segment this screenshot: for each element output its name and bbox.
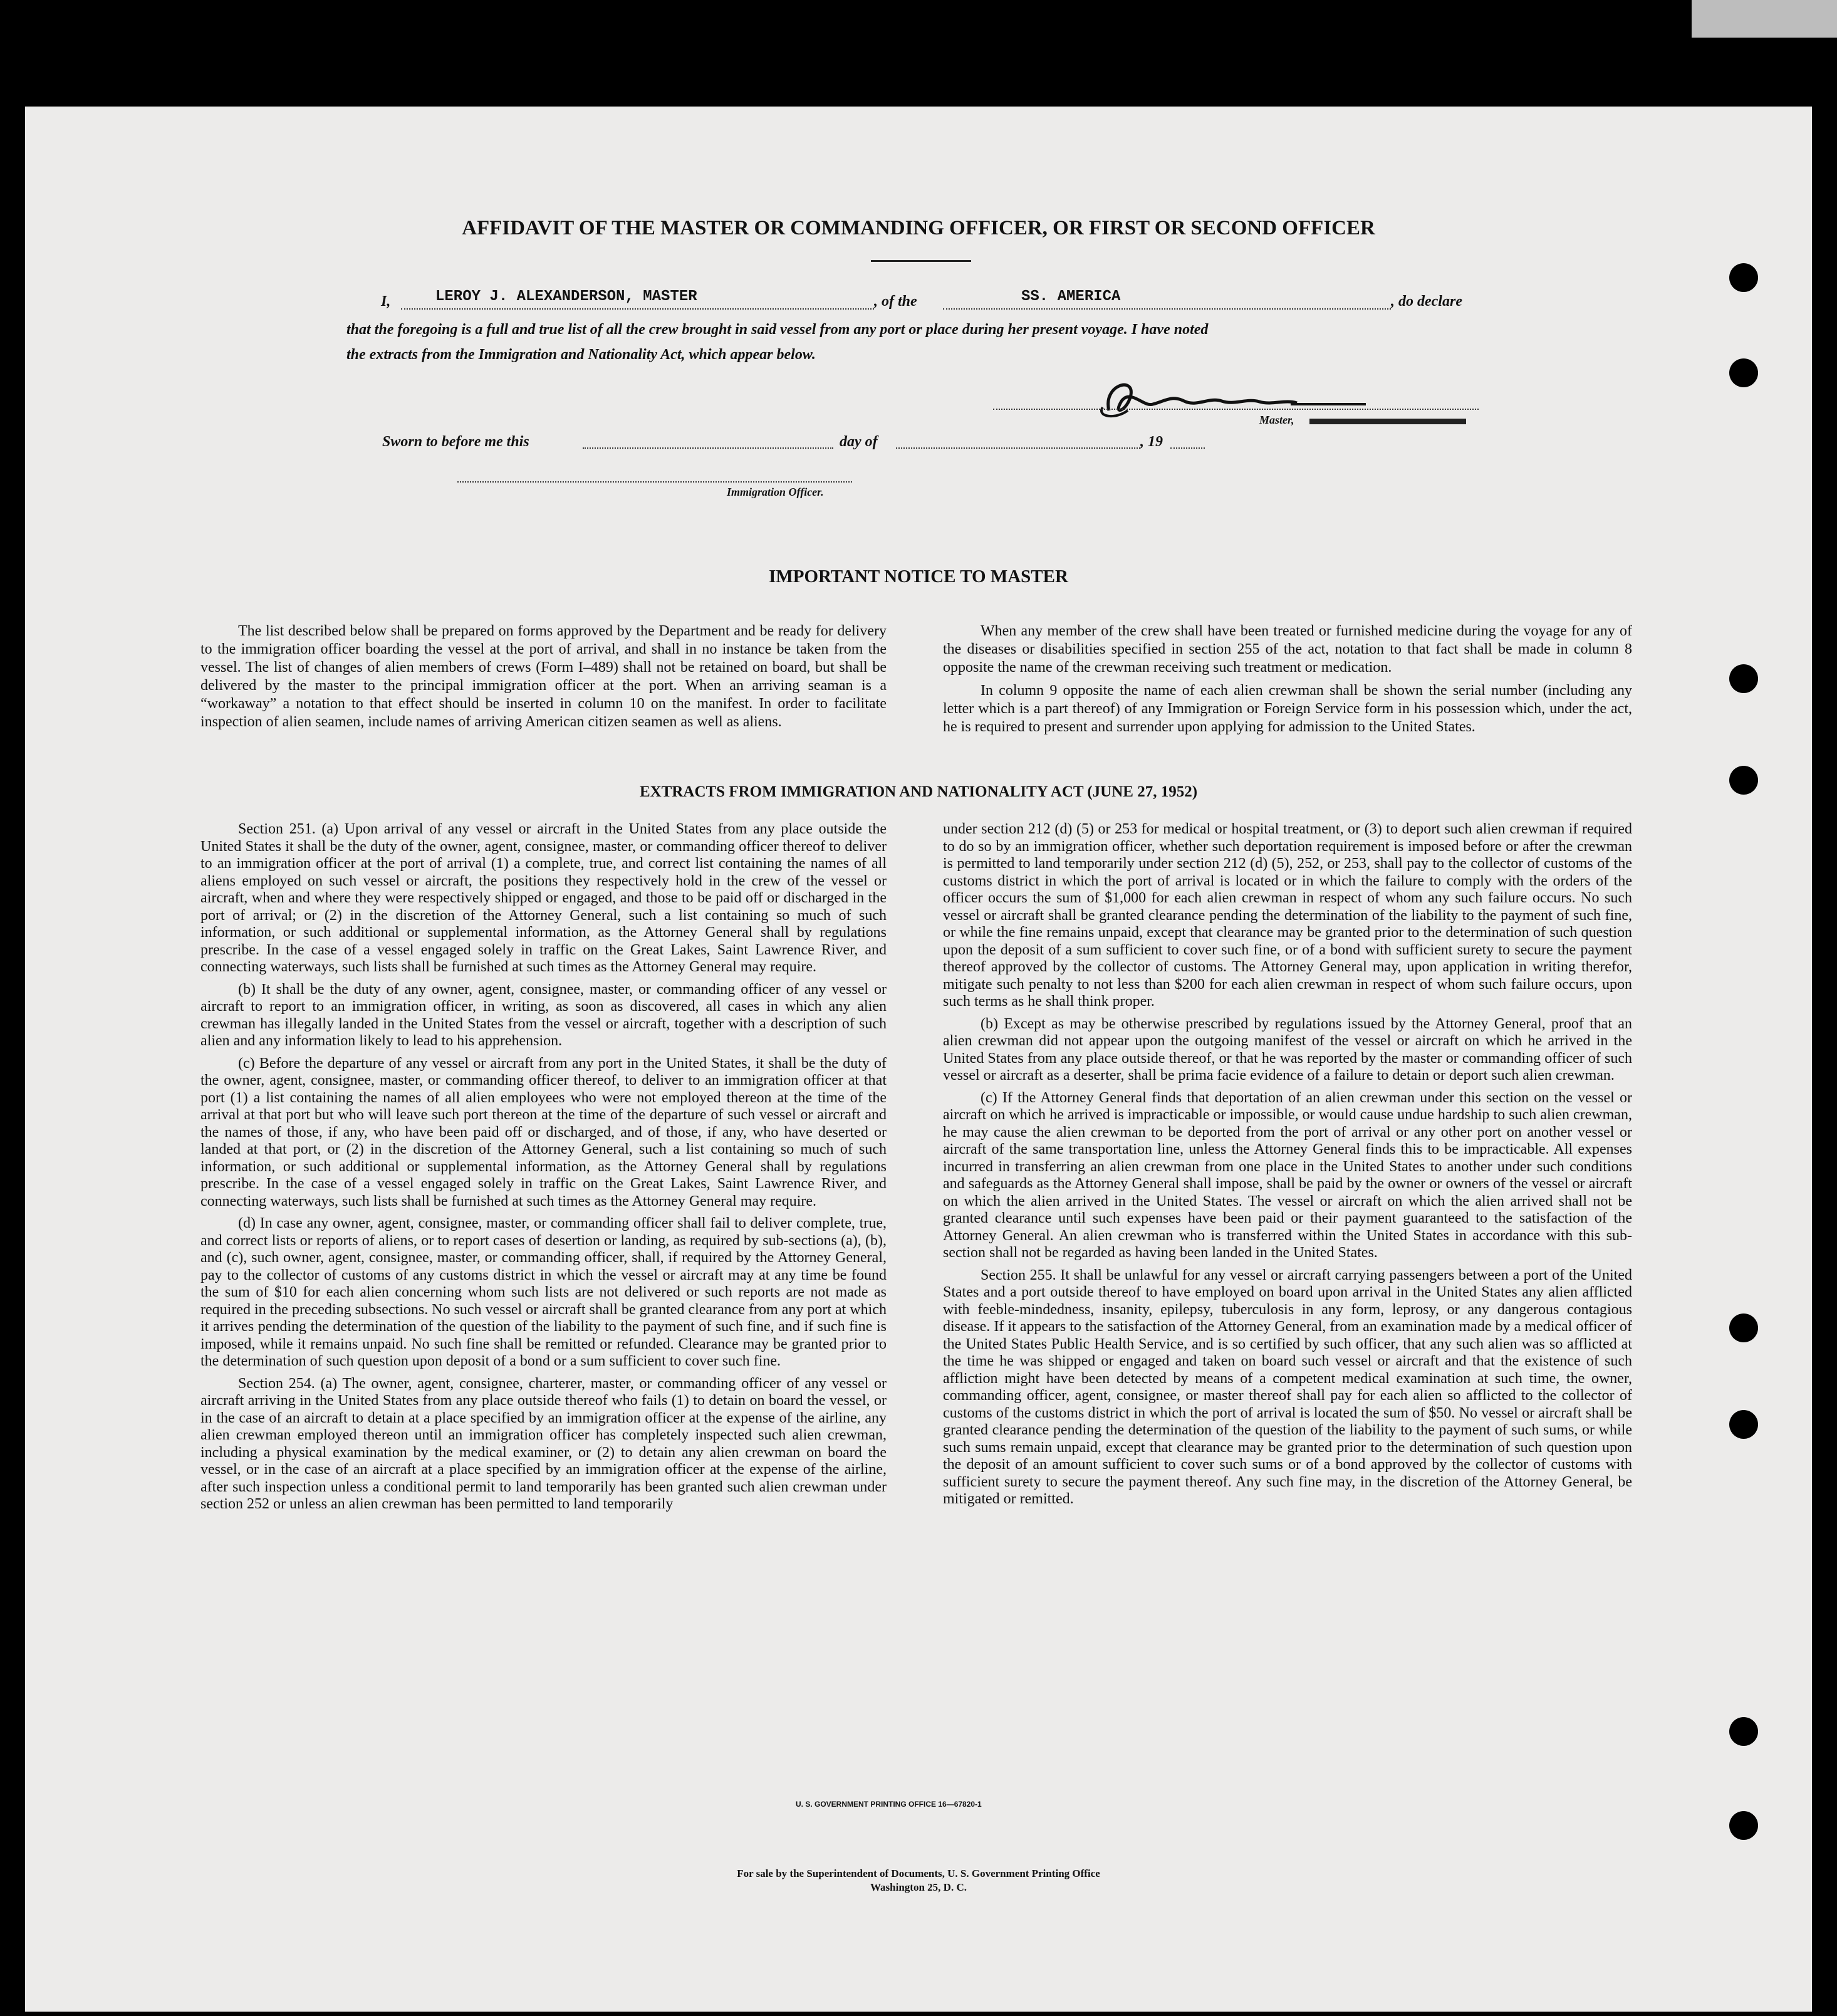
punch-hole bbox=[1729, 1314, 1758, 1342]
punch-hole bbox=[1729, 1410, 1758, 1439]
declare-label: , do declare bbox=[1391, 293, 1462, 310]
section-254c: (c) If the Attorney General finds that deportation of an alien crewman under this section on the vessel or aircraft on which he arrived is impracticable or impossible, or would cause undue hardship to such alien crewman, he may cause the alien crewman to be deported from the port of arrival or any other port on another vessel or aircraft of the same transportation line, unless the Attorney General finds this to be impracticable. All expenses incurred in transferring an alien crewman from one place in the United States to another under such conditions and safeguards as the Attorney General shall impose, shall be paid by the owner or owners of the vessel or aircraft on which the alien arrived in the United States. The vessel or aircraft on which the alien arrived shall not be granted clearance until such expenses have been paid or their payment guaranteed to the satisfaction of the Attorney General. An alien crewman who is transferred within the United States in accordance with this sub-section shall not be regarded as having been landed in the United States. bbox=[943, 1089, 1632, 1261]
scan-corner-artifact bbox=[1692, 0, 1837, 38]
punch-hole bbox=[1729, 263, 1758, 292]
sworn-label: Sworn to before me this bbox=[382, 434, 529, 450]
sale-line-1: For sale by the Superintendent of Documents, U. S. Government Printing Office bbox=[737, 1867, 1100, 1879]
notice-right-column bbox=[943, 622, 1632, 741]
struck-out-text bbox=[1309, 419, 1466, 424]
section-254b: (b) Except as may be otherwise prescribed by regulations issued by the Attorney General, proof that an alien crewman did not appear upon the outgoing manifest of the vessel or aircraft on which he arrived in the United States from any place outside thereof, or that he was reported by the master or commanding officer of such vessel or aircraft as a deserter, shall be prima facie evidence of a failure to detain or deport such alien crewman. bbox=[943, 1015, 1632, 1084]
sworn-year-line bbox=[1170, 447, 1205, 449]
affidavit-title: AFFIDAVIT OF THE MASTER OR COMMANDING OFFICER, OR FIRST OR SECOND OFFICER bbox=[462, 217, 1375, 239]
day-of-label: day of bbox=[840, 434, 878, 450]
notice-title: IMPORTANT NOTICE TO MASTER bbox=[769, 567, 1068, 587]
title-rule bbox=[871, 260, 971, 262]
notice-right-paragraph-1: When any member of the crew shall have been treated or furnished medicine during the voyage for any of the diseases or disabilities specified in section 255 of the act, notation to that fact shall be made in column 8 opposite the name of the crewman receiving such treatment or medication. bbox=[943, 623, 1632, 676]
signature-line bbox=[993, 409, 1479, 410]
section-254a: Section 254. (a) The owner, agent, consignee, charterer, master, or commanding officer of any vessel or aircraft arriving in the United States from any place outside thereof who fails (1) to detain on board the vessel, or in the case of an aircraft to detain at a place specified by an immigration officer at the expense of the airline, any alien crewman employed thereon until an immigration officer has completely inspected such alien crewman, including a physical examination by the medical examiner, or (2) to detain any alien crewman on board the vessel, or in the case of an aircraft at a place specified by an immigration officer at the expense of the airline, after such inspection unless a conditional permit to land temporarily has been granted such alien crewman under section 252 or unless an alien crewman has been permitted to land temporarily bbox=[200, 1375, 887, 1512]
notice-left-column bbox=[200, 622, 887, 736]
punch-hole bbox=[1729, 664, 1758, 693]
sworn-month-line bbox=[896, 447, 1140, 449]
punch-hole bbox=[1729, 358, 1758, 387]
section-251a: Section 251. (a) Upon arrival of any vessel or aircraft in the United States from any place outside the United States it shall be the duty of the owner, agent, consignee, master, or commanding officer thereof to deliver to an immigration officer at the port of arrival (1) a complete, true, and correct list containing the names of all aliens employed on such vessel or aircraft, the positions they respectively hold in the crew of the vessel or aircraft, when and where they were respectively shipped or engaged, and those to be paid off or discharged in the port of arrival; or (2) in the discretion of the Attorney General, such a list containing so much of such information, or such additional or supplemental information, as the Attorney General shall by regulations prescribe. In the case of a vessel engaged solely in traffic on the Great Lakes, Saint Lawrence River, and connecting waterways, such lists shall be furnished at such times as the Attorney General may require. bbox=[200, 821, 887, 975]
notice-right-paragraph-2: In column 9 opposite the name of each alien crewman shall be shown the serial number (including any letter which is a part thereof) of any Immigration or Foreign Service form in his possession which, under the act, he is required to present and surrender upon applying for admission to the United States. bbox=[943, 682, 1632, 735]
officer-signature-line bbox=[457, 481, 852, 483]
master-caption: Master, bbox=[1259, 414, 1294, 426]
of-the-label: , of the bbox=[874, 293, 917, 310]
i-label: I, bbox=[381, 293, 391, 310]
vessel-line bbox=[943, 308, 1391, 310]
extracts-left-column bbox=[200, 821, 887, 1518]
extracts-right-column bbox=[943, 821, 1632, 1513]
notice-left-paragraph: The list described below shall be prepared on forms approved by the Department and be ready for delivery to the immigration officer boarding the vessel at the port of arrival, and shall in no instance be taken from the vessel. The list of changes of alien members of crews (Form I–489) shall not be retained on board, but shall be delivered by the master to the principal immigration officer at the port. When an arriving seaman is a “workaway” a notation to that effect should be inserted in column 10 on the manifest. In order to facilitate inspection of alien seamen, include names of arriving American citizen seamen as well as aliens. bbox=[200, 623, 887, 730]
punch-hole bbox=[1729, 1811, 1758, 1840]
affidavit-line-3: the extracts from the Immigration and Nationality Act, which appear below. bbox=[346, 347, 816, 363]
section-251b: (b) It shall be the duty of any owner, agent, consignee, master, or commanding officer of any vessel or aircraft to report to an immigration officer, in writing, as soon as discovered, all cases in which any alien crewman has illegally landed in the United States from the vessel or aircraft, together with a description of such alien and any information likely to lead to his apprehension. bbox=[200, 981, 887, 1049]
section-251c: (c) Before the departure of any vessel or aircraft from any port in the United States, it shall be the duty of the owner, agent, consignee, master, or commanding officer thereof, to deliver to an immigration officer at that port (1) a list containing the names of all alien employees who were not employed thereon at the time of the arrival at that port but who will leave such port thereon at the time of the departure of such vessel or aircraft and the names of those, if any, who have been paid off or discharged, and of those, if any, who have deserted or landed at that port, or (2) in the discretion of the Attorney General, such a list containing so much of such information, or such additional or supplemental information, as the Attorney General shall by regulations prescribe. In the case of a vessel engaged solely in traffic on the Great Lakes, Saint Lawrence River, and connecting waterways, such lists shall be furnished at such times as the Attorney General may require. bbox=[200, 1055, 887, 1209]
name-line bbox=[401, 308, 874, 310]
section-251d: (d) In case any owner, agent, consignee, master, or commanding officer shall fail to deliver complete, true, and correct lists or reports of aliens, or to report cases of desertion or landing, as required by sub-sections (a), (b), and (c), such owner, agent, consignee, master, or commanding officer, shall, if required by the Attorney General, pay to the collector of customs of any customs district in which the vessel or aircraft may at any time be found the sum of $10 for each alien concerning whom such lists are not delivered or such reports are not made as required in the preceding subsections. No such vessel or aircraft shall be granted clearance from any port at which it arrives pending the determination of the question of the liability to the payment of such fine, and if such fine is imposed, while it remains unpaid. No such fine shall be remitted or refunded. Clearance may be granted prior to the determination of such question upon deposit of a bond or a sum sufficient to cover such fine. bbox=[200, 1215, 887, 1369]
master-name-value: LEROY J. ALEXANDERSON, MASTER bbox=[435, 288, 697, 305]
punch-hole bbox=[1729, 1717, 1758, 1746]
master-signature bbox=[1084, 373, 1410, 423]
section-254a-continued: under section 212 (d) (5) or 253 for medical or hospital treatment, or (3) to deport such alien crewman if required to do so by an immigration officer, whether such deportation requirement is imposed before or after the crewman is permitted to land temporarily under section 212 (d) (5), 252, or 253, shall pay to the collector of customs of the customs district in which the port of arrival is located or in which the failure to comply with the orders of the officer occurs the sum of $1,000 for each alien crewman in respect of whom any such failure occurs. No such vessel or aircraft shall be granted clearance pending the determination of the liability to the payment of such fine, or while the fine remains unpaid, except that clearance may be granted prior to the determination of such question upon the deposit of a sum sufficient to cover such fine, or of a bond with sufficient surety to secure the payment thereof approved by the collector of customs. The Attorney General may, upon application in writing therefor, mitigate such penalty to not less than $200 for each alien crewman in respect of whom such failure occurs, upon such terms as he shall think proper. bbox=[943, 821, 1632, 1010]
gpo-imprint: U. S. GOVERNMENT PRINTING OFFICE 16—67820-1 bbox=[796, 1800, 982, 1809]
year-label: , 19 bbox=[1140, 434, 1163, 450]
sworn-day-line bbox=[583, 447, 833, 449]
vessel-name-value: SS. AMERICA bbox=[1021, 288, 1121, 305]
section-255: Section 255. It shall be unlawful for any vessel or aircraft carrying passengers between a port of the United States and a port outside thereof to have employed on board upon arrival in the United States any alien afflicted with feeble-mindedness, insanity, epilepsy, tuberculosis in any form, leprosy, or any dangerous contagious disease. If it appears to the satisfaction of the Attorney General, from an examination made by a medical officer of the United States Public Health Service, and is so certified by such officer, that any such alien was so afflicted at the time he was shipped or engaged and taken on board such vessel or aircraft and that the existence of such affliction might have been detected by means of a competent medical examination at such time, the owner, commanding officer, agent, consignee, or master thereof shall pay for each alien so afflicted to the collector of customs of the customs district in which the port of arrival is located the sum of $50. No vessel or aircraft shall be granted clearance pending the determination of the question of the liability to the payment of such sums, or while such sums remain unpaid, except that clearance may be granted prior to the determination of such question upon the deposit of an amount sufficient to cover such sums or of a bond approved by the collector of customs with sufficient surety to secure the payment thereof. Any such fine may, in the discretion of the Attorney General, be mitigated or remitted. bbox=[943, 1267, 1632, 1507]
officer-caption: Immigration Officer. bbox=[727, 486, 824, 498]
affidavit-line-2: that the foregoing is a full and true list of all the crew brought in said vessel from any port or place during her present voyage. I have noted bbox=[346, 321, 1209, 338]
sale-line-2: Washington 25, D. C. bbox=[870, 1881, 967, 1893]
extracts-title: EXTRACTS FROM IMMIGRATION AND NATIONALITY ACT (JUNE 27, 1952) bbox=[639, 783, 1198, 800]
